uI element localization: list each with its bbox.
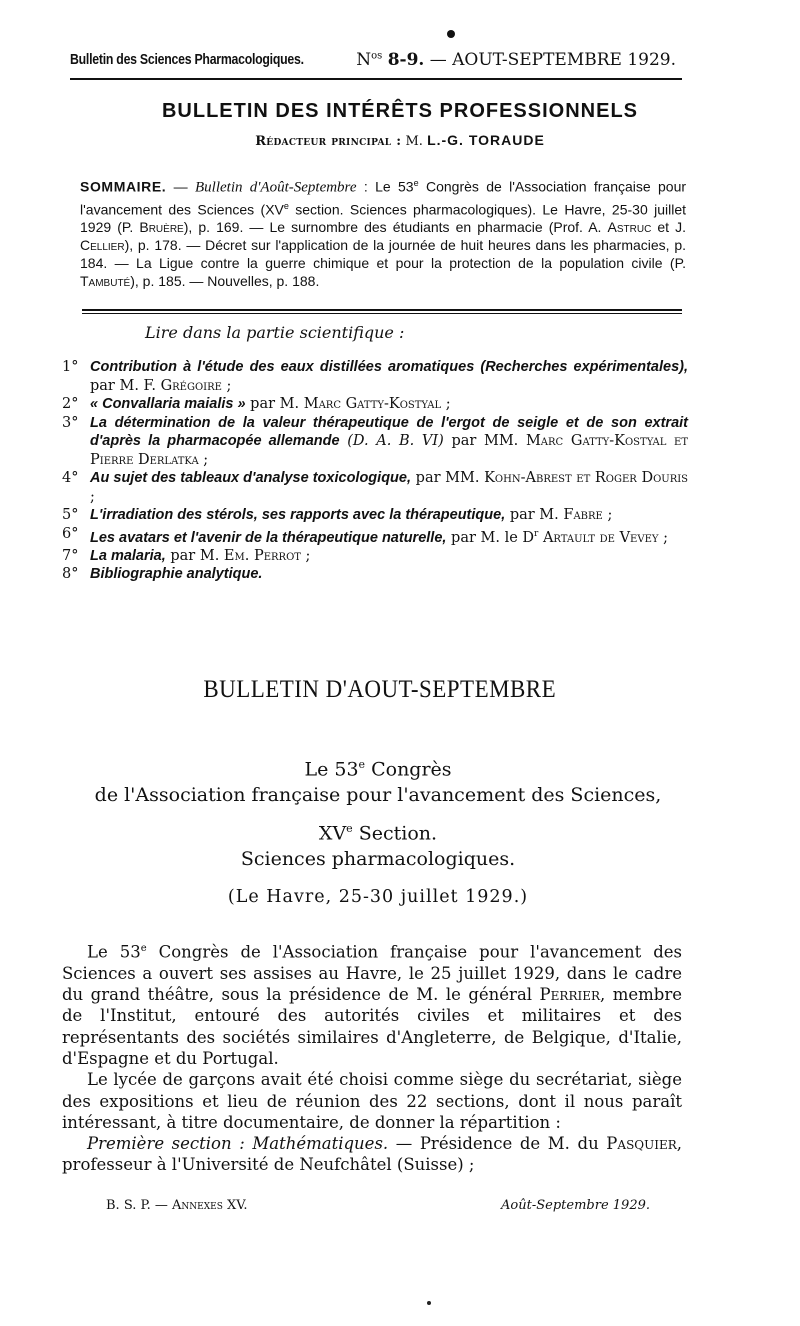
toc-item: 2° « Convallaria maialis » par M. Marc Gatty-Kostyal ;	[62, 396, 451, 412]
toc-item: 6° Les avatars et l'avenir de la thérapeutique naturelle, par M. le $D^r$ Artault de Vevey ;	[62, 525, 668, 546]
toc-item: 3° La détermination de la valeur thérapeutique de l'ergot de seigle et de son extrait d'après la pharmacopée allemande (D. A. B. VI) par MM. Marc Gatty-Kostyal et Pierre Derlatka ;	[62, 414, 689, 468]
summary-block: SOMMAIRE. — Bulletin d'Août-Septembre : Le 53e Congrès de l'Association française pour l'avancement des Sciences (XVe section. Sciences pharmacologiques). Le Havre, 25-30 juillet 1929 (P. Bruère), p. 169. — Le surnombre des étudiants en pharmacie (Prof. A. Astruc et J. Cellier), p. 178. — Décret sur l'application de la journée de huit heures dans les pharmacies, p. 184. — La Ligue contre la guerre chimique et pour la protection de la population civile (P. Tambuté), p. 185. — Nouvelles, p. 188.	[80, 178, 687, 290]
professional-title: BULLETIN DES INTÉRÊTS PROFESSIONNELS	[161, 100, 639, 122]
running-header	[70, 50, 682, 74]
scientific-intro: Lire dans la partie scientifique :	[145, 323, 405, 342]
journal-name: Bulletin des Sciences Pharmacologiques.	[70, 51, 304, 68]
ink-dot	[427, 1301, 431, 1305]
toc-item: 8° Bibliographie analytique.	[62, 566, 263, 583]
summary-rule-1	[82, 309, 682, 311]
place-date: (Le Havre, 25-30 juillet 1929.)	[227, 887, 529, 907]
header-rule	[70, 78, 682, 80]
section-subheading: Sciences pharmacologiques.	[240, 848, 516, 870]
paragraph: Le lycée de garçons avait été choisi comme siège du secrétariat, siège des expositions et lieu de réunion des 22 sections, dont il nous paraît intéressant, à titre documentaire, de donner la répartition :	[62, 1070, 682, 1132]
toc-item: 1° Contribution à l'étude des eaux distillées aromatiques (Recherches expérimentales), par M. F. Grégoire ;	[62, 359, 688, 394]
footer-left: B. S. P. — Annexes XV.	[106, 1198, 248, 1213]
paragraph: Première section : Mathématiques. — Présidence de M. du Pasquier, professeur à l'Université de Neufchâtel (Suisse) ;	[62, 1134, 683, 1175]
footer-right: Août-Septembre 1929.	[501, 1198, 650, 1213]
section-heading: XVe Section.	[318, 822, 438, 845]
bulletin-title: BULLETIN D'AOUT-SEPTEMBRE	[203, 676, 557, 703]
scientific-toc	[62, 358, 688, 584]
toc-item: 4° Au sujet des tableaux d'analyse toxicologique, par MM. Kohn-Abrest et Roger Douris ;	[62, 470, 689, 505]
article-body	[62, 938, 682, 1176]
toc-item: 7° La malaria, par M. Em. Perrot ;	[62, 547, 311, 564]
summary-rule-2	[82, 313, 682, 314]
ink-dot	[447, 30, 455, 38]
congress-heading: Le 53e Congrès	[304, 758, 452, 781]
issue-info: $N^{os}$ 8-9. — AOUT-SEPTEMBRE 1929.	[356, 50, 676, 70]
congress-subheading: de l'Association française pour l'avancement des Sciences,	[94, 784, 662, 806]
toc-item: 5° L'irradiation des stérols, ses rapports avec la thérapeutique, par M. Fabre ;	[62, 507, 613, 523]
paragraph: Le 53e Congrès de l'Association française pour l'avancement des Sciences a ouvert ses assises au Havre, le 25 juillet 1929, dans le cadre du grand théâtre, sous la présidence de M. le général Perrier, membre de l'Institut, entouré des autorités civiles et militaires et des représentants des sociétés similaires d'Angleterre, de Belgique, d'Italie, d'Espagne et du Portugal.	[62, 942, 683, 1068]
editor-line: Rédacteur principal : M. L.-G. TORAUDE	[255, 132, 545, 149]
